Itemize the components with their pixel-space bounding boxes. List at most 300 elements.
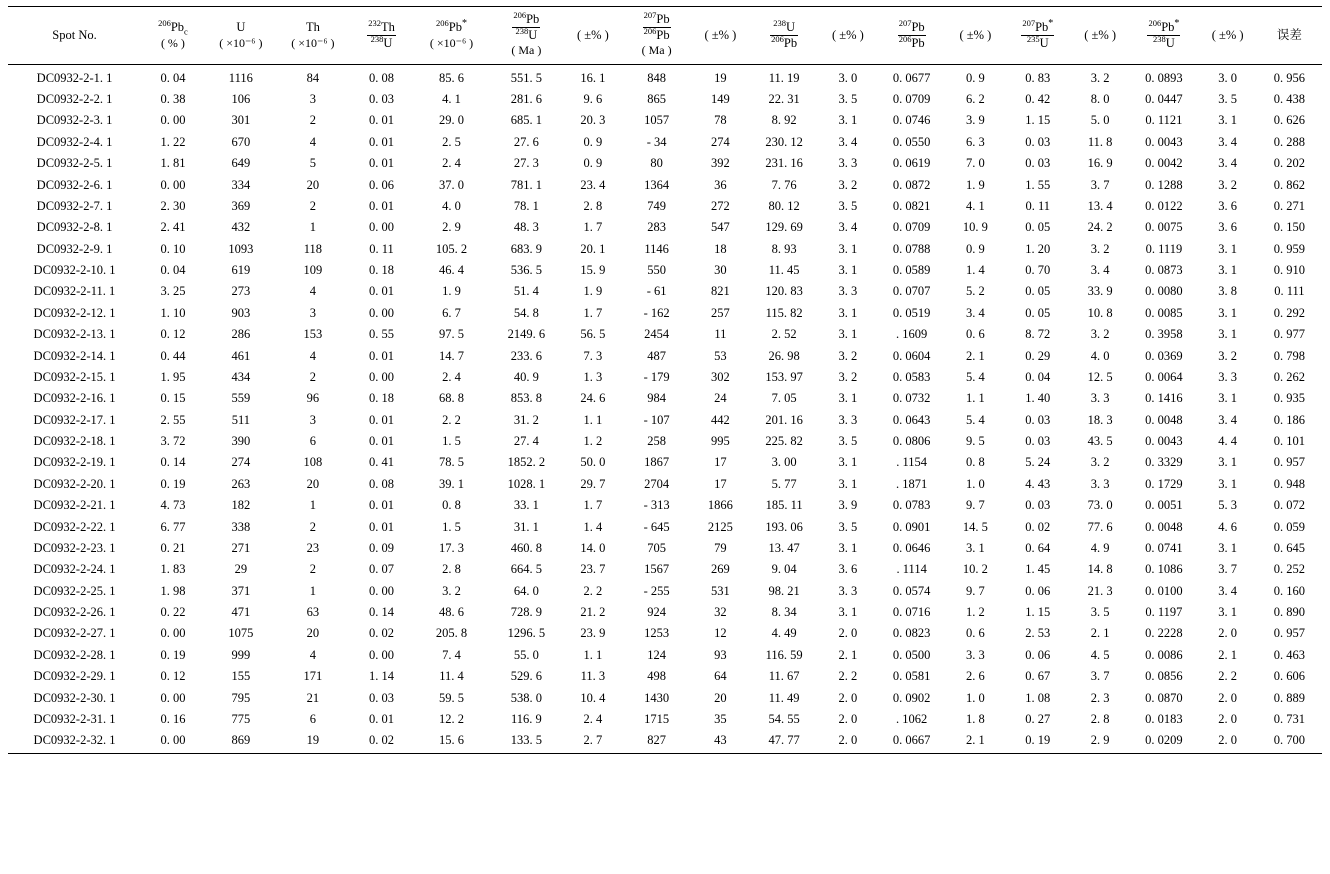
cell-pb206c: 0. 04 <box>160 263 186 278</box>
cell-pb207_pb206: 0. 0821 <box>892 198 931 213</box>
cell-u: 1116 <box>228 70 253 85</box>
cell-err2: 257 <box>711 305 730 320</box>
cell-pb206c: 0. 04 <box>160 70 186 85</box>
table-row <box>8 89 1322 110</box>
cell-corr: 0. 101 <box>1273 434 1306 449</box>
table-row <box>8 174 1322 195</box>
cell-pb206star: 39. 1 <box>439 476 464 491</box>
col-header-pb207star-u235 <box>1005 7 1072 65</box>
cell-err6: 3. 3 <box>1218 369 1238 384</box>
cell-pb206star: 1. 5 <box>442 434 461 449</box>
cell-spot-no: DC0932-2-21. 1 <box>33 498 116 513</box>
cell-err4: 7. 0 <box>966 156 985 171</box>
cell-corr: 0. 252 <box>1273 562 1306 577</box>
cell-th232_u238: 0. 06 <box>369 177 394 192</box>
col-header-pb207-pb206-age <box>622 7 691 65</box>
cell-err4: 9. 7 <box>966 498 985 513</box>
pb206star-mass: 206 <box>436 18 449 29</box>
cell-corr: 0. 798 <box>1273 348 1306 363</box>
cell-pb207_pb206_ma: 2704 <box>644 476 670 491</box>
cell-pb207_pb206: 0. 0783 <box>892 498 931 513</box>
cell-u: 371 <box>231 583 251 598</box>
cell-spot-no: DC0932-2-13. 1 <box>33 327 116 342</box>
cell-pb206star_u238: 0. 0183 <box>1145 711 1183 726</box>
cell-err5: 3. 3 <box>1090 476 1110 491</box>
cell-err5: 10. 8 <box>1087 305 1113 320</box>
cell-pb206star: 46. 4 <box>439 263 464 278</box>
cell-err4: 1. 4 <box>966 263 985 278</box>
cell-u238_pb206: 11. 19 <box>768 70 800 85</box>
cell-err5: 3. 5 <box>1090 605 1110 620</box>
cell-err5: 8. 0 <box>1090 92 1110 107</box>
table-row <box>8 666 1322 687</box>
cell-pb206star: 7. 4 <box>442 647 461 662</box>
cell-pb206star_u238: 0. 0075 <box>1145 220 1183 235</box>
cell-err1: 11. 3 <box>580 669 606 684</box>
cell-spot-no: DC0932-2-29. 1 <box>33 669 116 684</box>
cell-err1: 23. 7 <box>580 562 606 577</box>
cell-th232_u238: 0. 00 <box>369 305 394 320</box>
cell-err3: 2. 2 <box>838 669 858 684</box>
col-header-error-1-label: ( ±% ) <box>576 28 609 43</box>
cell-err4: 5. 4 <box>966 369 985 384</box>
cell-err2: 442 <box>711 412 730 427</box>
cell-err6: 3. 4 <box>1218 583 1238 598</box>
cell-pb207_pb206_ma: 848 <box>647 70 666 85</box>
cell-spot-no: DC0932-2-24. 1 <box>33 562 116 577</box>
cell-pb206star: 85. 6 <box>439 70 464 85</box>
cell-pb207star_u235: 0. 03 <box>1025 412 1051 427</box>
cell-pb207_pb206: 0. 0550 <box>892 134 931 149</box>
cell-pb206_u238_ma: 529. 6 <box>510 669 542 684</box>
cell-pb206star: 3. 2 <box>442 583 461 598</box>
cell-pb207_pb206: 0. 0732 <box>892 391 931 406</box>
cell-err6: 3. 8 <box>1218 284 1238 299</box>
cell-err3: 3. 0 <box>838 70 858 85</box>
cell-err1: 23. 9 <box>580 626 606 641</box>
cell-pb206_u238_ma: 48. 3 <box>513 220 539 235</box>
cell-err1: 23. 4 <box>580 177 606 192</box>
cell-corr: 0. 645 <box>1273 540 1306 555</box>
cell-err1: 2. 8 <box>583 198 603 213</box>
table-row <box>8 388 1322 409</box>
cell-pb207star_u235: 8. 72 <box>1025 327 1051 342</box>
table-row <box>8 110 1322 131</box>
cell-err4: 0. 9 <box>966 70 985 85</box>
cell-corr: 0. 862 <box>1273 177 1306 192</box>
cell-err5: 3. 3 <box>1090 391 1110 406</box>
cell-corr: 0. 700 <box>1257 730 1322 754</box>
cell-u238_pb206: 201. 16 <box>765 412 803 427</box>
cell-pb206star: 48. 6 <box>439 605 464 620</box>
cell-err2: 79 <box>714 540 727 555</box>
cell-pb206_u238_ma: 54. 8 <box>513 305 539 320</box>
cell-pb206c: 0. 00 <box>160 113 186 128</box>
cell-u: 619 <box>231 263 251 278</box>
cell-pb206c: 1. 98 <box>160 583 186 598</box>
cell-spot-no: DC0932-2-17. 1 <box>33 412 116 427</box>
cell-u238_pb206: 98. 21 <box>768 583 800 598</box>
cell-pb206star_u238: 0. 0741 <box>1145 540 1183 555</box>
cell-err5: 3. 2 <box>1090 241 1110 256</box>
cell-pb206star_u238: 0. 1416 <box>1145 391 1183 406</box>
col-header-error-3 <box>819 7 877 65</box>
cell-corr: 0. 186 <box>1273 412 1306 427</box>
col-header-error-6 <box>1199 7 1257 65</box>
cell-spot-no: DC0932-2-4. 1 <box>36 134 113 149</box>
table-row <box>8 153 1322 174</box>
cell-u: 775 <box>231 711 251 726</box>
cell-th232_u238: 0. 01 <box>369 134 394 149</box>
cell-pb206_u238_ma: 1028. 1 <box>507 476 546 491</box>
cell-spot-no: DC0932-2-7. 1 <box>36 198 113 213</box>
cell-pb206star: 2. 9 <box>442 220 461 235</box>
cell-err5: 4. 5 <box>1090 647 1110 662</box>
cell-err6: 2. 0 <box>1218 711 1238 726</box>
cell-pb206_u238_ma: 728. 9 <box>510 605 542 620</box>
cell-pb206c: 0. 16 <box>160 711 186 726</box>
cell-corr: 0. 626 <box>1273 113 1306 128</box>
cell-th: 3 <box>309 412 317 427</box>
cell-pb206c: 0. 19 <box>160 647 186 662</box>
cell-u238_pb206: 8. 34 <box>771 605 797 620</box>
cell-pb206star_u238: 0. 0048 <box>1145 519 1183 534</box>
cell-pb207star_u235: 0. 05 <box>1025 284 1051 299</box>
cell-pb206star_u238: 0. 0873 <box>1145 263 1183 278</box>
cell-u238_pb206: 185. 11 <box>765 498 803 513</box>
cell-pb207star_u235: 0. 11 <box>1025 198 1051 213</box>
cell-pb207_pb206: 0. 0677 <box>892 70 931 85</box>
cell-pb207star_u235: 5. 24 <box>1025 455 1051 470</box>
cell-err3: 3. 2 <box>838 369 858 384</box>
geochronology-table <box>8 6 1322 754</box>
cell-err5: 2. 3 <box>1090 690 1110 705</box>
pb206-mass: 206 <box>1148 17 1162 28</box>
cell-pb206_u238_ma: 664. 5 <box>510 562 542 577</box>
cell-err6: 3. 1 <box>1218 605 1238 620</box>
cell-err5: 2. 8 <box>1090 711 1110 726</box>
cell-err1: 1. 3 <box>583 369 603 384</box>
col-header-error-1 <box>564 7 622 65</box>
cell-err1: 1. 2 <box>583 434 603 449</box>
cell-err1: 21. 2 <box>580 605 606 620</box>
cell-err2: 274 <box>711 134 730 149</box>
cell-th: 1 <box>309 498 317 513</box>
cell-err5: 4. 9 <box>1090 540 1110 555</box>
cell-err4: 0. 6 <box>966 327 985 342</box>
cell-err5: 73. 0 <box>1087 498 1113 513</box>
cell-spot-no: DC0932-2-11. 1 <box>33 284 116 299</box>
cell-u238_pb206: 120. 83 <box>765 284 803 299</box>
cell-pb207_pb206_ma: - 313 <box>643 498 670 513</box>
u238-mass: 238 <box>515 25 529 36</box>
cell-err1: 2. 2 <box>583 583 603 598</box>
cell-pb207_pb206: 0. 0902 <box>892 690 931 705</box>
cell-pb206star_u238: 0. 0051 <box>1145 498 1183 513</box>
cell-pb206star_u238: 0. 0893 <box>1145 70 1183 85</box>
cell-pb207_pb206: . 1154 <box>896 455 928 470</box>
cell-err5: 3. 7 <box>1090 177 1110 192</box>
cell-pb207_pb206: . 1609 <box>896 327 928 342</box>
cell-pb207_pb206_ma: 1430 <box>644 690 670 705</box>
cell-th232_u238: 1. 14 <box>369 669 394 684</box>
cell-th232_u238: 0. 18 <box>369 391 394 406</box>
cell-pb207_pb206: 0. 0604 <box>892 348 931 363</box>
col-header-error-5-label: ( ±% ) <box>1084 28 1117 43</box>
cell-err4: 14. 5 <box>962 519 988 534</box>
col-header-error-2-label: ( ±% ) <box>704 28 737 43</box>
radiogenic-star-icon: * <box>1174 17 1180 29</box>
cell-pb207_pb206_ma: 865 <box>647 92 666 107</box>
cell-err1: 16. 1 <box>580 70 606 85</box>
cell-th: 6 <box>309 434 317 449</box>
cell-pb206c: 0. 14 <box>160 455 186 470</box>
cell-pb206_u238_ma: 27. 3 <box>513 156 539 171</box>
table-row <box>8 64 1322 89</box>
cell-pb206c: 3. 72 <box>160 434 186 449</box>
col-header-error-2 <box>691 7 749 65</box>
cell-pb206star_u238: 0. 1119 <box>1145 241 1183 256</box>
cell-u238_pb206: 129. 69 <box>765 220 803 235</box>
cell-err4: 0. 9 <box>966 241 985 256</box>
cell-th: 118 <box>303 241 323 256</box>
cell-th232_u238: 0. 00 <box>369 647 394 662</box>
table-body <box>8 64 1322 754</box>
cell-pb206star_u238: 0. 0209 <box>1129 730 1198 754</box>
cell-pb206star: 15. 6 <box>414 730 489 754</box>
cell-pb207star_u235: 0. 06 <box>1025 583 1051 598</box>
cell-pb206star: 14. 7 <box>439 348 464 363</box>
col-header-u-label: U <box>236 20 246 35</box>
th232-element: Th <box>380 19 395 34</box>
cell-th232_u238: 0. 01 <box>369 498 394 513</box>
pb207-element: Pb <box>1035 19 1049 34</box>
cell-err6: 3. 2 <box>1218 177 1238 192</box>
col-header-th-label: Th <box>305 20 320 35</box>
cell-pb207_pb206: . 1114 <box>896 562 927 577</box>
cell-err5: 11. 8 <box>1087 134 1113 149</box>
cell-err4: 2. 1 <box>946 730 1004 754</box>
col-header-pb206c-formula <box>143 18 203 37</box>
cell-err4: 1. 0 <box>966 476 985 491</box>
cell-pb206star_u238: 0. 1197 <box>1145 605 1183 620</box>
cell-pb206star: 97. 5 <box>439 327 464 342</box>
cell-err3: 2. 0 <box>838 711 858 726</box>
cell-pb207_pb206_ma: 984 <box>647 391 666 406</box>
cell-err5: 13. 4 <box>1087 198 1113 213</box>
col-header-error-4-label: ( ±% ) <box>959 28 992 43</box>
cell-pb206c: 0. 22 <box>160 605 186 620</box>
cell-err2: 18 <box>714 241 727 256</box>
cell-err3: 2. 0 <box>838 626 858 641</box>
cell-err4: 3. 1 <box>966 540 985 555</box>
cell-err1: 24. 6 <box>580 391 606 406</box>
cell-u238_pb206: 47. 77 <box>750 730 819 754</box>
cell-corr: 0. 292 <box>1273 305 1306 320</box>
cell-u238_pb206: 153. 97 <box>765 369 803 384</box>
cell-th: 2 <box>309 519 317 534</box>
cell-u: 869 <box>205 730 277 754</box>
cell-err3: 3. 1 <box>838 476 858 491</box>
cell-pb206star: 11. 4 <box>439 669 464 684</box>
col-header-error-5 <box>1071 7 1129 65</box>
cell-u: 271 <box>231 540 251 555</box>
cell-pb207_pb206: 0. 0581 <box>892 669 931 684</box>
cell-u: 461 <box>231 348 251 363</box>
cell-err4: 2. 6 <box>966 669 985 684</box>
cell-pb206c: 0. 12 <box>160 327 186 342</box>
cell-err3: 3. 3 <box>838 412 858 427</box>
cell-spot-no: DC0932-2-32. 1 <box>8 730 141 754</box>
cell-pb206star_u238: 0. 0064 <box>1145 369 1183 384</box>
cell-spot-no: DC0932-2-12. 1 <box>33 305 116 320</box>
cell-pb207star_u235: 0. 29 <box>1025 348 1051 363</box>
cell-pb207star_u235: 0. 03 <box>1025 156 1051 171</box>
cell-th: 6 <box>309 711 317 726</box>
cell-th: 153 <box>303 327 323 342</box>
cell-pb207star_u235: 0. 67 <box>1025 669 1051 684</box>
cell-pb207star_u235: 2. 53 <box>1025 626 1051 641</box>
cell-pb206_u238_ma: 853. 8 <box>510 391 542 406</box>
pb206star-u238-fraction <box>1147 17 1180 50</box>
cell-pb207star_u235: 1. 45 <box>1025 562 1051 577</box>
cell-u238_pb206: 231. 16 <box>765 156 803 171</box>
pb207-mass: 207 <box>1022 17 1036 28</box>
cell-pb207_pb206_ma: - 34 <box>646 134 667 149</box>
table-row <box>8 538 1322 559</box>
cell-pb206_u238_ma: 40. 9 <box>513 369 539 384</box>
cell-err6: 2. 0 <box>1199 730 1257 754</box>
cell-err3: 3. 1 <box>838 263 858 278</box>
cell-th232_u238: 0. 18 <box>369 263 394 278</box>
u235-mass: 235 <box>1026 33 1040 44</box>
cell-err6: 3. 1 <box>1218 263 1238 278</box>
cell-err2: 821 <box>711 284 730 299</box>
cell-spot-no: DC0932-2-20. 1 <box>33 476 116 491</box>
cell-err1: 20. 1 <box>580 241 606 256</box>
cell-err2: 392 <box>711 156 730 171</box>
cell-pb206star_u238: 0. 0086 <box>1145 647 1183 662</box>
cell-err6: 3. 1 <box>1218 327 1238 342</box>
cell-pb207_pb206: 0. 0643 <box>892 412 931 427</box>
cell-u238_pb206: 8. 92 <box>771 113 797 128</box>
cell-pb207_pb206: 0. 0519 <box>892 305 931 320</box>
cell-pb207_pb206_ma: 1715 <box>644 711 670 726</box>
cell-pb207_pb206_ma: 498 <box>647 669 666 684</box>
cell-pb207_pb206: . 1871 <box>896 476 928 491</box>
cell-err5: 3. 2 <box>1090 327 1110 342</box>
cell-pb206star: 0. 8 <box>442 498 461 513</box>
cell-u238_pb206: 22. 31 <box>768 92 800 107</box>
cell-pb206star_u238: 0. 3329 <box>1145 455 1183 470</box>
cell-spot-no: DC0932-2-8. 1 <box>36 220 113 235</box>
cell-pb207star_u235: 0. 27 <box>1025 711 1051 726</box>
cell-pb207_pb206_ma: - 107 <box>643 412 670 427</box>
u235-element: U <box>1039 35 1049 50</box>
col-header-error-3-label: ( ±% ) <box>831 28 864 43</box>
cell-pb207star_u235: 0. 06 <box>1025 647 1051 662</box>
cell-pb206star_u238: 0. 0369 <box>1145 348 1183 363</box>
cell-err6: 3. 4 <box>1218 134 1238 149</box>
cell-err1: 1. 9 <box>583 284 603 299</box>
cell-pb207star_u235: 1. 20 <box>1025 241 1051 256</box>
cell-pb206star: 2. 4 <box>442 369 461 384</box>
col-header-pb206star-u238 <box>1129 7 1198 65</box>
cell-err1: 1. 7 <box>583 305 603 320</box>
cell-pb207_pb206_ma: 924 <box>647 605 666 620</box>
cell-pb206c: 1. 95 <box>160 369 186 384</box>
pb207-pb206-ratio-fraction <box>898 17 926 50</box>
cell-spot-no: DC0932-2-26. 1 <box>33 605 116 620</box>
pb206-mass: 206 <box>643 25 657 36</box>
cell-pb206c: 0. 10 <box>160 241 186 256</box>
cell-corr: 0. 438 <box>1273 92 1306 107</box>
cell-err6: 3. 4 <box>1218 156 1238 171</box>
u238-mass: 238 <box>370 33 384 44</box>
cell-spot-no: DC0932-2-1. 1 <box>36 70 113 85</box>
table-row <box>8 559 1322 580</box>
cell-err5: 5. 0 <box>1090 113 1110 128</box>
cell-th232_u238: 0. 08 <box>369 70 394 85</box>
cell-err1: 20. 3 <box>580 113 606 128</box>
cell-th: 20 <box>306 177 320 192</box>
cell-pb207_pb206: 0. 0667 <box>877 730 946 754</box>
cell-pb206c: 0. 21 <box>160 540 186 555</box>
cell-err3: 3. 1 <box>838 605 858 620</box>
cell-err5: 43. 5 <box>1087 434 1113 449</box>
cell-pb206star: 2. 2 <box>442 412 461 427</box>
cell-pb206star_u238: 0. 0447 <box>1145 92 1183 107</box>
cell-th: 2 <box>309 562 317 577</box>
cell-u238_pb206: 11. 49 <box>768 690 800 705</box>
cell-pb206_u238_ma: 536. 5 <box>510 263 542 278</box>
cell-err5: 21. 3 <box>1087 583 1113 598</box>
pb206-denominator <box>770 33 798 50</box>
cell-u: 649 <box>231 156 251 171</box>
cell-pb206star: 205. 8 <box>435 626 468 641</box>
cell-th: 108 <box>303 455 323 470</box>
cell-pb207_pb206_ma: - 179 <box>643 369 670 384</box>
cell-err5: 4. 0 <box>1090 348 1110 363</box>
cell-u238_pb206: 3. 00 <box>771 455 797 470</box>
cell-pb206star: 2. 4 <box>442 156 461 171</box>
cell-pb206_u238_ma: 27. 6 <box>513 134 539 149</box>
cell-spot-no: DC0932-2-30. 1 <box>33 690 116 705</box>
cell-pb207_pb206_ma: 749 <box>647 198 666 213</box>
cell-spot-no: DC0932-2-6. 1 <box>36 177 113 192</box>
cell-th232_u238: 0. 11 <box>369 241 394 256</box>
col-header-u238-pb206 <box>750 7 819 65</box>
cell-pb207_pb206: 0. 0716 <box>892 605 931 620</box>
cell-pb207star_u235: 1. 55 <box>1025 177 1051 192</box>
cell-pb206star_u238: 0. 0043 <box>1145 134 1183 149</box>
cell-u: 903 <box>231 305 251 320</box>
table-row <box>8 495 1322 516</box>
cell-err6: 3. 6 <box>1218 198 1238 213</box>
cell-pb206_u238_ma: 781. 1 <box>510 177 542 192</box>
cell-u: 182 <box>231 498 251 513</box>
cell-pb206c: 2. 41 <box>160 220 186 235</box>
cell-u: 334 <box>231 177 251 192</box>
cell-err6: 2. 1 <box>1218 647 1238 662</box>
cell-err6: 4. 4 <box>1218 434 1238 449</box>
cell-pb206c: 1. 22 <box>160 134 186 149</box>
cell-th: 4 <box>309 284 317 299</box>
pb206-mass: 206 <box>513 9 527 20</box>
cell-err4: 0. 8 <box>966 455 985 470</box>
cell-th232_u238: 0. 55 <box>369 327 394 342</box>
cell-pb206c: 0. 44 <box>160 348 186 363</box>
